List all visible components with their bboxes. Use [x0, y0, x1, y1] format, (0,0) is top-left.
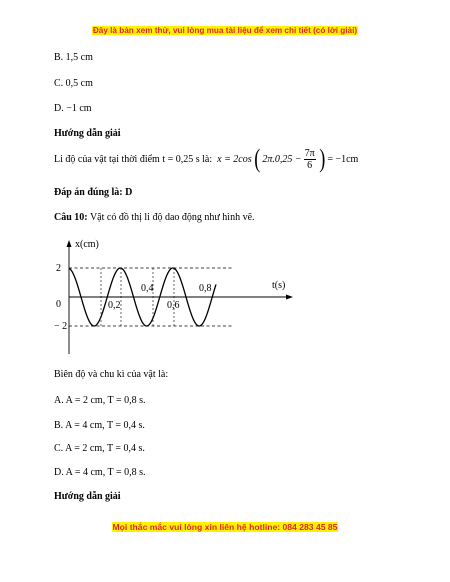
question-text: Vật có đồ thị li độ dao động như hình vẽ.: [89, 212, 255, 223]
option-b: B. A = 4 cm, T = 0,4 s.: [54, 420, 145, 431]
option-b-prev: B. 1,5 cm: [54, 52, 93, 63]
solution-heading-2: Hướng dẫn giải: [54, 491, 121, 502]
formula-fraction: [304, 148, 316, 171]
left-paren: (: [253, 144, 261, 173]
option-d: D. A = 4 cm, T = 0,8 s.: [54, 467, 146, 478]
solution-formula: [217, 146, 358, 172]
question-10: [54, 212, 255, 223]
option-d-prev: D. −1 cm: [54, 103, 92, 114]
t-tick-0-4: 0,4: [141, 283, 154, 294]
option-c-prev: C. 0,5 cm: [54, 78, 93, 89]
t-axis-label: t(s): [272, 280, 286, 291]
y-tick-0: 0: [56, 299, 61, 310]
t-tick-0-2: 0,2: [108, 300, 121, 311]
t-axis-arrow: [286, 295, 293, 300]
fraction-denominator: 6: [307, 159, 313, 171]
solution-text: Li độ của vật tại thời điểm t = 0,25 s là:: [54, 153, 213, 165]
t-tick-0-8: 0,8: [199, 283, 212, 294]
option-c: C. A = 2 cm, T = 0,4 s.: [54, 443, 145, 454]
right-paren: ): [318, 144, 326, 173]
solution-heading: Hướng dẫn giải: [54, 128, 121, 139]
t-tick-0-6: 0,6: [167, 300, 180, 311]
fraction-numerator: 7π: [304, 147, 315, 159]
solution-line: [54, 146, 358, 172]
formula-result: = −1cm: [327, 153, 359, 165]
formula-x-eq: x = 2cos: [217, 153, 252, 165]
y-axis-label: x(cm): [75, 239, 99, 250]
hotline-footer: Mọi thắc mắc vui lòng xin liên hệ hotline: 084 283 45 85: [112, 522, 338, 532]
y-tick-neg-2: − 2: [54, 321, 68, 332]
option-a: A. A = 2 cm, T = 0,8 s.: [54, 395, 146, 406]
question-label: Câu 10:: [54, 212, 88, 223]
question-prompt: Biên độ và chu kì của vật là:: [54, 369, 169, 380]
displacement-time-graph: [54, 236, 304, 358]
preview-notice-banner: Đây là bản xem thử, vui lòng mua tài liệu để xem chi tiết (có lời giải): [92, 26, 358, 35]
answer-line: Đáp án đúng là: D: [54, 187, 133, 198]
formula-inner: 2π.0,25 −: [262, 153, 302, 165]
y-axis-arrow: [67, 240, 72, 247]
y-tick-2: 2: [56, 263, 61, 274]
